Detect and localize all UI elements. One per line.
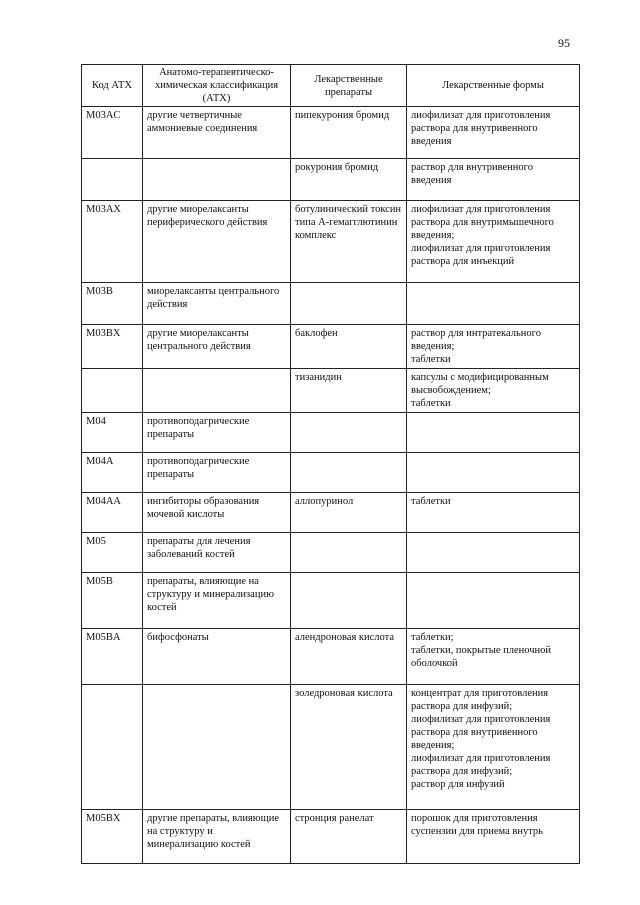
drug-cell xyxy=(291,283,407,325)
table-row xyxy=(82,201,580,283)
dosage-form-cell xyxy=(407,283,580,325)
atc-code-cell: M03BX xyxy=(82,325,143,369)
drug-cell xyxy=(291,533,407,573)
table-row xyxy=(82,369,580,413)
table-row xyxy=(82,533,580,573)
drug-cell: стронция ранелат xyxy=(291,810,407,864)
dosage-form-cell xyxy=(407,573,580,629)
atc-code-cell: M05BA xyxy=(82,629,143,685)
page-number: 95 xyxy=(558,36,570,50)
dosage-form-cell: таблетки xyxy=(407,493,580,533)
drug-cell: аллопуринол xyxy=(291,493,407,533)
classification-cell: бифосфонаты xyxy=(143,629,291,685)
table-row xyxy=(82,413,580,453)
classification-cell xyxy=(143,369,291,413)
table-row xyxy=(82,629,580,685)
atc-code-cell: M03B xyxy=(82,283,143,325)
drug-cell xyxy=(291,413,407,453)
dosage-form-cell: раствор для интратекального введения; таблетки xyxy=(407,325,580,369)
classification-cell: противоподагрические препараты xyxy=(143,453,291,493)
table-row xyxy=(82,283,580,325)
drug-cell: золедроновая кислота xyxy=(291,685,407,810)
classification-cell: другие четвертичные аммониевые соединения xyxy=(143,107,291,159)
atc-code-cell xyxy=(82,159,143,201)
table-row xyxy=(82,159,580,201)
table-row xyxy=(82,493,580,533)
drug-cell: рокурония бромид xyxy=(291,159,407,201)
atc-code-cell: M05B xyxy=(82,573,143,629)
classification-cell xyxy=(143,685,291,810)
classification-cell: препараты для лечения заболеваний костей xyxy=(143,533,291,573)
dosage-form-cell xyxy=(407,533,580,573)
atc-code-cell: M04A xyxy=(82,453,143,493)
classification-cell: другие миорелаксанты центрального действия xyxy=(143,325,291,369)
atc-code-cell: M04AA xyxy=(82,493,143,533)
drug-cell: ботулинический токсин типа А-гемагглютинин комплекс xyxy=(291,201,407,283)
table-row xyxy=(82,573,580,629)
header-drugs: Лекарственные препараты xyxy=(291,65,407,107)
dosage-form-cell: капсулы с модифицированным высвобождением; таблетки xyxy=(407,369,580,413)
table-row xyxy=(82,325,580,369)
classification-cell: ингибиторы образования мочевой кислоты xyxy=(143,493,291,533)
drug-cell: алендроновая кислота xyxy=(291,629,407,685)
atc-code-cell: M03AC xyxy=(82,107,143,159)
drug-cell xyxy=(291,573,407,629)
atc-code-cell xyxy=(82,685,143,810)
dosage-form-cell: раствор для внутривенного введения xyxy=(407,159,580,201)
table-header-row xyxy=(82,65,580,107)
atc-table xyxy=(81,64,580,864)
drug-cell: тизанидин xyxy=(291,369,407,413)
header-atc-code: Код АТХ xyxy=(82,65,143,107)
dosage-form-cell: таблетки; таблетки, покрытые пленочной оболочкой xyxy=(407,629,580,685)
classification-cell: миорелаксанты центрального действия xyxy=(143,283,291,325)
classification-cell: другие миорелаксанты периферического действия xyxy=(143,201,291,283)
dosage-form-cell xyxy=(407,413,580,453)
header-atc-classification: Анатомо-терапевтическо-химическая классификация (АТХ) xyxy=(143,65,291,107)
drug-cell xyxy=(291,453,407,493)
table-row xyxy=(82,810,580,864)
header-dosage-forms: Лекарственные формы xyxy=(407,65,580,107)
dosage-form-cell: концентрат для приготовления раствора для инфузий; лиофилизат для приготовления раствора для внутривенного введения; лиофилизат для приготовления раствора для инфузий; раствор для инфузий xyxy=(407,685,580,810)
table-row xyxy=(82,453,580,493)
classification-cell: противоподагрические препараты xyxy=(143,413,291,453)
dosage-form-cell xyxy=(407,453,580,493)
dosage-form-cell: лиофилизат для приготовления раствора для внутримышечного введения; лиофилизат для приготовления раствора для инъекций xyxy=(407,201,580,283)
atc-code-cell xyxy=(82,369,143,413)
atc-code-cell: M04 xyxy=(82,413,143,453)
table-row xyxy=(82,685,580,810)
dosage-form-cell: порошок для приготовления суспензии для приема внутрь xyxy=(407,810,580,864)
classification-cell xyxy=(143,159,291,201)
classification-cell: препараты, влияющие на структуру и минерализацию костей xyxy=(143,573,291,629)
atc-code-cell: M05 xyxy=(82,533,143,573)
dosage-form-cell: лиофилизат для приготовления раствора для внутривенного введения xyxy=(407,107,580,159)
drug-cell: пипекурония бромид xyxy=(291,107,407,159)
atc-code-cell: M05BX xyxy=(82,810,143,864)
classification-cell: другие препараты, влияющие на структуру и минерализацию костей xyxy=(143,810,291,864)
drug-cell: баклофен xyxy=(291,325,407,369)
atc-code-cell: M03AX xyxy=(82,201,143,283)
table-row xyxy=(82,107,580,159)
